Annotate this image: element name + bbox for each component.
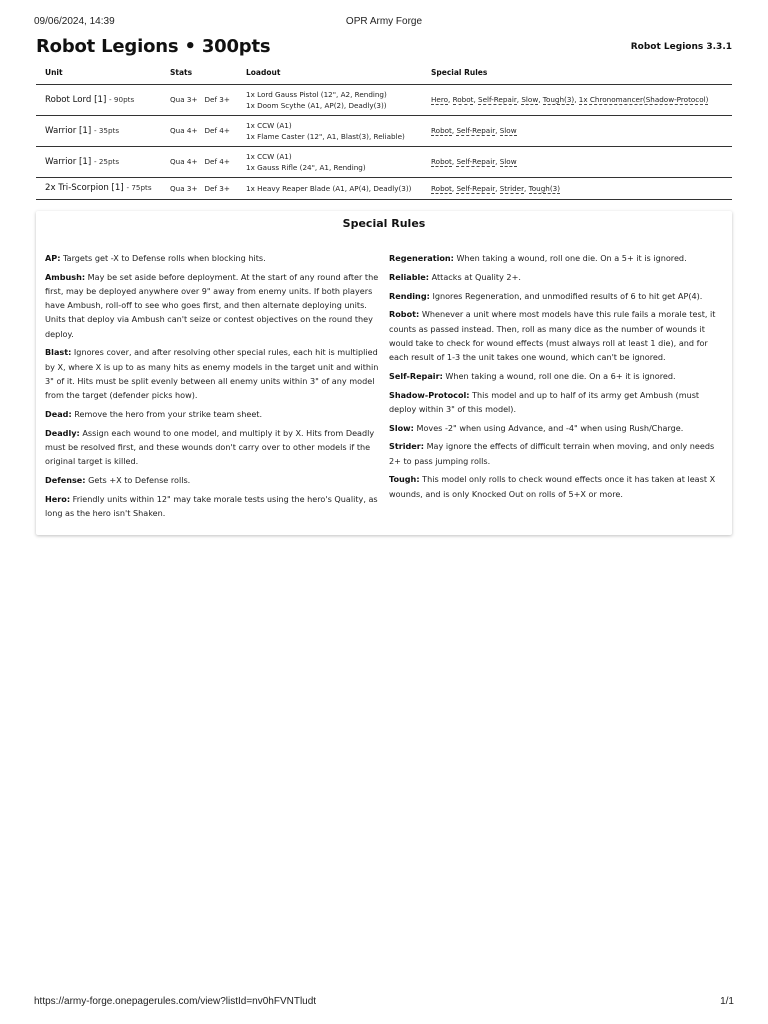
unit-table [36,62,732,200]
defense-stat: Def 4+ [204,157,230,166]
special-rules-right-column [389,251,723,505]
loadout-item: 1x CCW (A1) [246,120,292,130]
rule-link[interactable]: Self-Repair [456,157,496,166]
defense-stat: Def 3+ [204,95,230,104]
quality-stat: Qua 3+ [170,183,198,193]
rule-entry [389,251,723,265]
rule-name: Shadow-Protocol: [389,389,470,400]
rule-name: Regeneration: [389,253,454,263]
rule-text: This model and up to half of its army get Ambush (must deploy within 3" of this model). [389,389,700,414]
unit-cost: - 75pts [126,183,152,192]
rule-entry [389,439,723,467]
unit-count: [1] [79,156,92,167]
column-header-special-rules: Special Rules [422,62,732,84]
rule-entry [45,473,381,487]
rule-entry [389,307,723,364]
quality-stat: Qua 4+ [170,157,198,166]
loadout-cell [237,177,422,199]
rule-entry [389,369,723,383]
print-datetime: 09/06/2024, 14:39 [34,16,115,27]
print-app-title: OPR Army Forge [345,16,423,27]
rule-text: Remove the hero from your strike team sheet. [74,408,263,419]
rule-text: This model only rolls to check wound effects once it has taken at least X wounds, and is only Knocked Out on rolls of 5+X or more. [389,474,716,499]
rule-text: When taking a wound, roll one die. On a 5+ it is ignored. [456,253,687,263]
rule-entry [389,289,723,303]
rule-text: Whenever a unit where most models have this rule fails a morale test, it counts as passed instead. Then, roll as many dice as the number of wounds it would take to check for wound effects (must always roll at least 1 die), and for each result of 1-3 the unit takes one wound, which can't be ignored. [389,309,716,362]
rule-link[interactable]: Self-Repair [478,95,517,104]
table-row [36,115,732,146]
table-row [36,146,732,177]
rule-name: Tough: [389,474,420,485]
loadout-cell [237,84,422,115]
column-header-stats: Stats [161,62,237,84]
loadout-cell [237,115,422,146]
rule-name: Ambush: [45,271,86,282]
unit-name: Robot Lord [45,94,92,105]
stats-cell [161,177,237,199]
stats-cell [161,115,237,146]
special-rules-left-column [45,251,381,525]
rule-link[interactable]: Slow [521,95,539,104]
unit-count: [1] [79,125,92,136]
rule-name: Blast: [45,347,72,358]
unit-cost: - 35pts [93,125,120,135]
rule-text: Targets get -X to Defense rolls when blocking hits. [63,253,266,263]
print-page-number: 1/1 [720,996,734,1007]
unit-name: 2x Tri-Scorpion [45,183,109,193]
loadout-item: 1x Flame Caster (12", A1, Blast(3), Reliable) [246,131,405,141]
quality-stat: Qua 4+ [170,126,198,135]
rule-name: Strider: [389,441,424,452]
rule-entry [45,345,381,402]
special-rules-cell: Robot, Self-Repair, Slow [422,115,732,146]
rule-name: Self-Repair: [389,370,443,381]
loadout-item: 1x Doom Scythe (A1, AP(2), Deadly(3)) [246,100,387,110]
print-header [34,16,734,30]
unit-name-cell [36,177,161,199]
rule-name: Slow: [389,422,414,433]
army-header [36,36,732,62]
rule-name: Dead: [45,408,72,419]
print-footer [34,996,734,1010]
rule-entry [389,472,723,500]
rule-text: When taking a wound, roll one die. On a 6+ it is ignored. [445,370,676,381]
rule-link[interactable]: Robot [431,183,452,193]
rule-text: Attacks at Quality 2+. [431,271,521,282]
rule-link[interactable]: Strider [499,183,525,193]
rule-text: Moves -2" when using Advance, and -4" when using Rush/Charge. [416,422,684,433]
rule-text: Ignores cover, and after resolving other special rules, each hit is multiplied by X, where X is up to as many hits as enemy models in the target unit and within 3" of it. Hits must be split evenly between all enemy units within 3" of any model from the target (defender picks how). [45,347,379,401]
stats-cell [161,84,237,115]
unit-cost: - 90pts [109,94,135,104]
stats-cell [161,146,237,177]
unit-name: Warrior [45,156,77,167]
rule-name: Robot: [389,309,420,320]
rule-name: AP: [45,253,61,263]
rule-link[interactable]: Slow [499,126,517,135]
rule-link[interactable]: Slow [499,157,517,166]
rule-link[interactable]: Hero [431,95,449,104]
rule-entry [45,426,381,469]
rule-name: Hero: [45,493,71,504]
rule-link[interactable]: Self-Repair [456,183,496,193]
rule-link[interactable]: Robot [431,157,452,166]
rule-link[interactable]: 1x Chronomancer(Shadow-Protocol) [578,95,709,104]
rule-entry [45,492,381,520]
loadout-item: 1x CCW (A1) [246,151,292,161]
print-url[interactable]: https://army-forge.onepagerules.com/view?listId=nv0hFVNTludt [34,996,317,1007]
rule-text: Friendly units within 12" may take morale tests using the hero's Quality, as long as the hero isn't Shaken. [45,493,378,518]
rule-link[interactable]: Tough(3) [528,183,561,193]
unit-name: Warrior [45,125,77,136]
quality-stat: Qua 3+ [170,95,198,104]
rule-name: Reliable: [389,271,430,282]
unit-name-cell [36,115,161,146]
rule-entry [45,270,381,341]
rule-text: May ignore the effects of difficult terrain when moving, and only needs 2+ to pass jumping rolls. [389,441,715,466]
special-rules-cell: Robot, Self-Repair, Strider, Tough(3) [422,177,732,199]
unit-count: [1] [94,94,107,105]
column-header-unit: Unit [36,62,161,84]
unit-count: [1] [111,183,124,193]
rule-link[interactable]: Robot [431,126,452,135]
column-header-loadout: Loadout [237,62,422,84]
loadout-item: 1x Heavy Reaper Blade (A1, AP(4), Deadly(3)) [246,183,412,193]
loadout-item: 1x Lord Gauss Pistol (12", A2, Rending) [246,89,387,99]
rule-entry [389,270,723,284]
special-rules-title: Special Rules [342,217,426,230]
rule-entry [389,421,723,435]
special-rules-cell: Robot, Self-Repair, Slow [422,146,732,177]
special-rules-cell: Hero, Robot, Self-Repair, Slow, Tough(3), 1x Chronomancer(Shadow-Protocol) [422,84,732,115]
rule-name: Deadly: [45,427,80,438]
unit-cost: - 25pts [93,156,120,166]
loadout-cell [237,146,422,177]
unit-name-cell [36,84,161,115]
defense-stat: Def 3+ [204,183,230,193]
defense-stat: Def 4+ [204,126,230,135]
rule-name: Rending: [389,290,430,301]
loadout-item: 1x Gauss Rifle (24", A1, Rending) [246,162,366,172]
rule-text: Assign each wound to one model, and multiply it by X. Hits from Deadly must be resolved first, and these wounds don't carry over to other models if the original target is killed. [45,427,375,467]
unit-name-cell [36,146,161,177]
army-version: Robot Legions 3.3.1 [630,42,732,52]
army-title: Robot Legions • 300pts [36,36,271,57]
rule-link[interactable]: Tough(3) [542,95,575,104]
rule-text: Gets +X to Defense rolls. [88,474,191,485]
rule-name: Defense: [45,474,86,485]
rule-entry [389,388,723,416]
rule-text: May be set aside before deployment. At the start of any round after the first, may be deployed anywhere over 9" away from enemy units. If both players have Ambush, roll-off to see who goes first, and then alternate deploying units. Units that deploy via Ambush can't seize or contest objectives on the round they deploy. [45,271,379,339]
rule-entry [45,251,381,265]
table-header-row [36,62,732,84]
rule-link[interactable]: Self-Repair [456,126,496,135]
rule-link[interactable]: Robot [452,95,474,104]
rule-entry [45,407,381,421]
table-row [36,177,732,199]
table-row [36,84,732,115]
rule-text: Ignores Regeneration, and unmodified results of 6 to hit get AP(4). [432,290,703,301]
special-rules-card [36,211,732,535]
